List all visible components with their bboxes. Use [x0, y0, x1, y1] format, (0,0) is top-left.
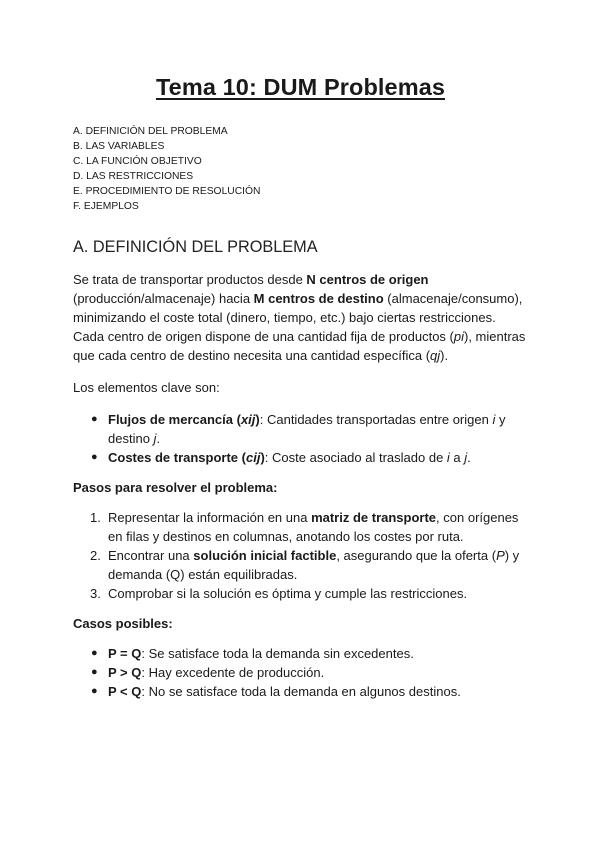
key-elements-list [73, 410, 528, 467]
list-item: ● P < Q: No se satisface toda la demanda en algunos destinos. [91, 684, 461, 699]
steps-list [73, 508, 528, 603]
toc-item: A. DEFINICIÓN DEL PROBLEMA [73, 126, 228, 137]
cases-heading: Casos posibles: [73, 616, 173, 631]
list-item: ● P = Q: Se satisface toda la demanda sin excedentes. [91, 646, 414, 661]
list-item: ● Flujos de mercancía (xij): Cantidades transportadas entre origen i y destino j. [91, 412, 506, 446]
toc-item: E. PROCEDIMIENTO DE RESOLUCIÓN [73, 186, 261, 197]
list-item: ● P > Q: Hay excedente de producción. [91, 665, 325, 680]
bullet-icon: ● [91, 451, 98, 463]
list-item: 2. Encontrar una solución inicial factible, asegurando que la oferta (P) y demanda (Q) están equilibradas. [90, 548, 520, 582]
bullet-icon: ● [91, 647, 98, 659]
cases-list [73, 644, 528, 701]
list-item: ● Costes de transporte (cij): Coste asociado al traslado de i a j. [91, 450, 471, 465]
bullet-icon: ● [91, 413, 98, 425]
page-title: Tema 10: DUM Problemas [155, 74, 446, 100]
toc-item: C. LA FUNCIÓN OBJETIVO [73, 156, 202, 167]
intro-paragraph: Se trata de transportar productos desde N centros de origen (producción/almacenaje) hacia M centros de destino (almacenaje/consumo), minimizando el coste total (dinero, tiempo, etc.) bajo ciertas restricciones. Cada centro de origen dispone de una cantidad fija de productos (pi), mientras que cada centro de destino necesita una cantidad específica (qj). [73, 272, 526, 363]
toc-item: F. EJEMPLOS [73, 201, 139, 212]
toc-item: B. LAS VARIABLES [73, 141, 165, 152]
key-elements-label: Los elementos clave son: [73, 380, 220, 395]
table-of-contents [73, 124, 528, 214]
steps-heading: Pasos para resolver el problema: [73, 480, 278, 495]
list-item: 1. Representar la información en una matriz de transporte, con orígenes en filas y destinos en columnas, anotando los costes por ruta. [90, 510, 519, 544]
list-item: 3. Comprobar si la solución es óptima y cumple las restricciones. [90, 586, 468, 601]
bullet-icon: ● [91, 685, 98, 697]
bullet-icon: ● [91, 666, 98, 678]
toc-item: D. LAS RESTRICCIONES [73, 171, 194, 182]
section-heading: A. DEFINICIÓN DEL PROBLEMA [73, 238, 318, 256]
